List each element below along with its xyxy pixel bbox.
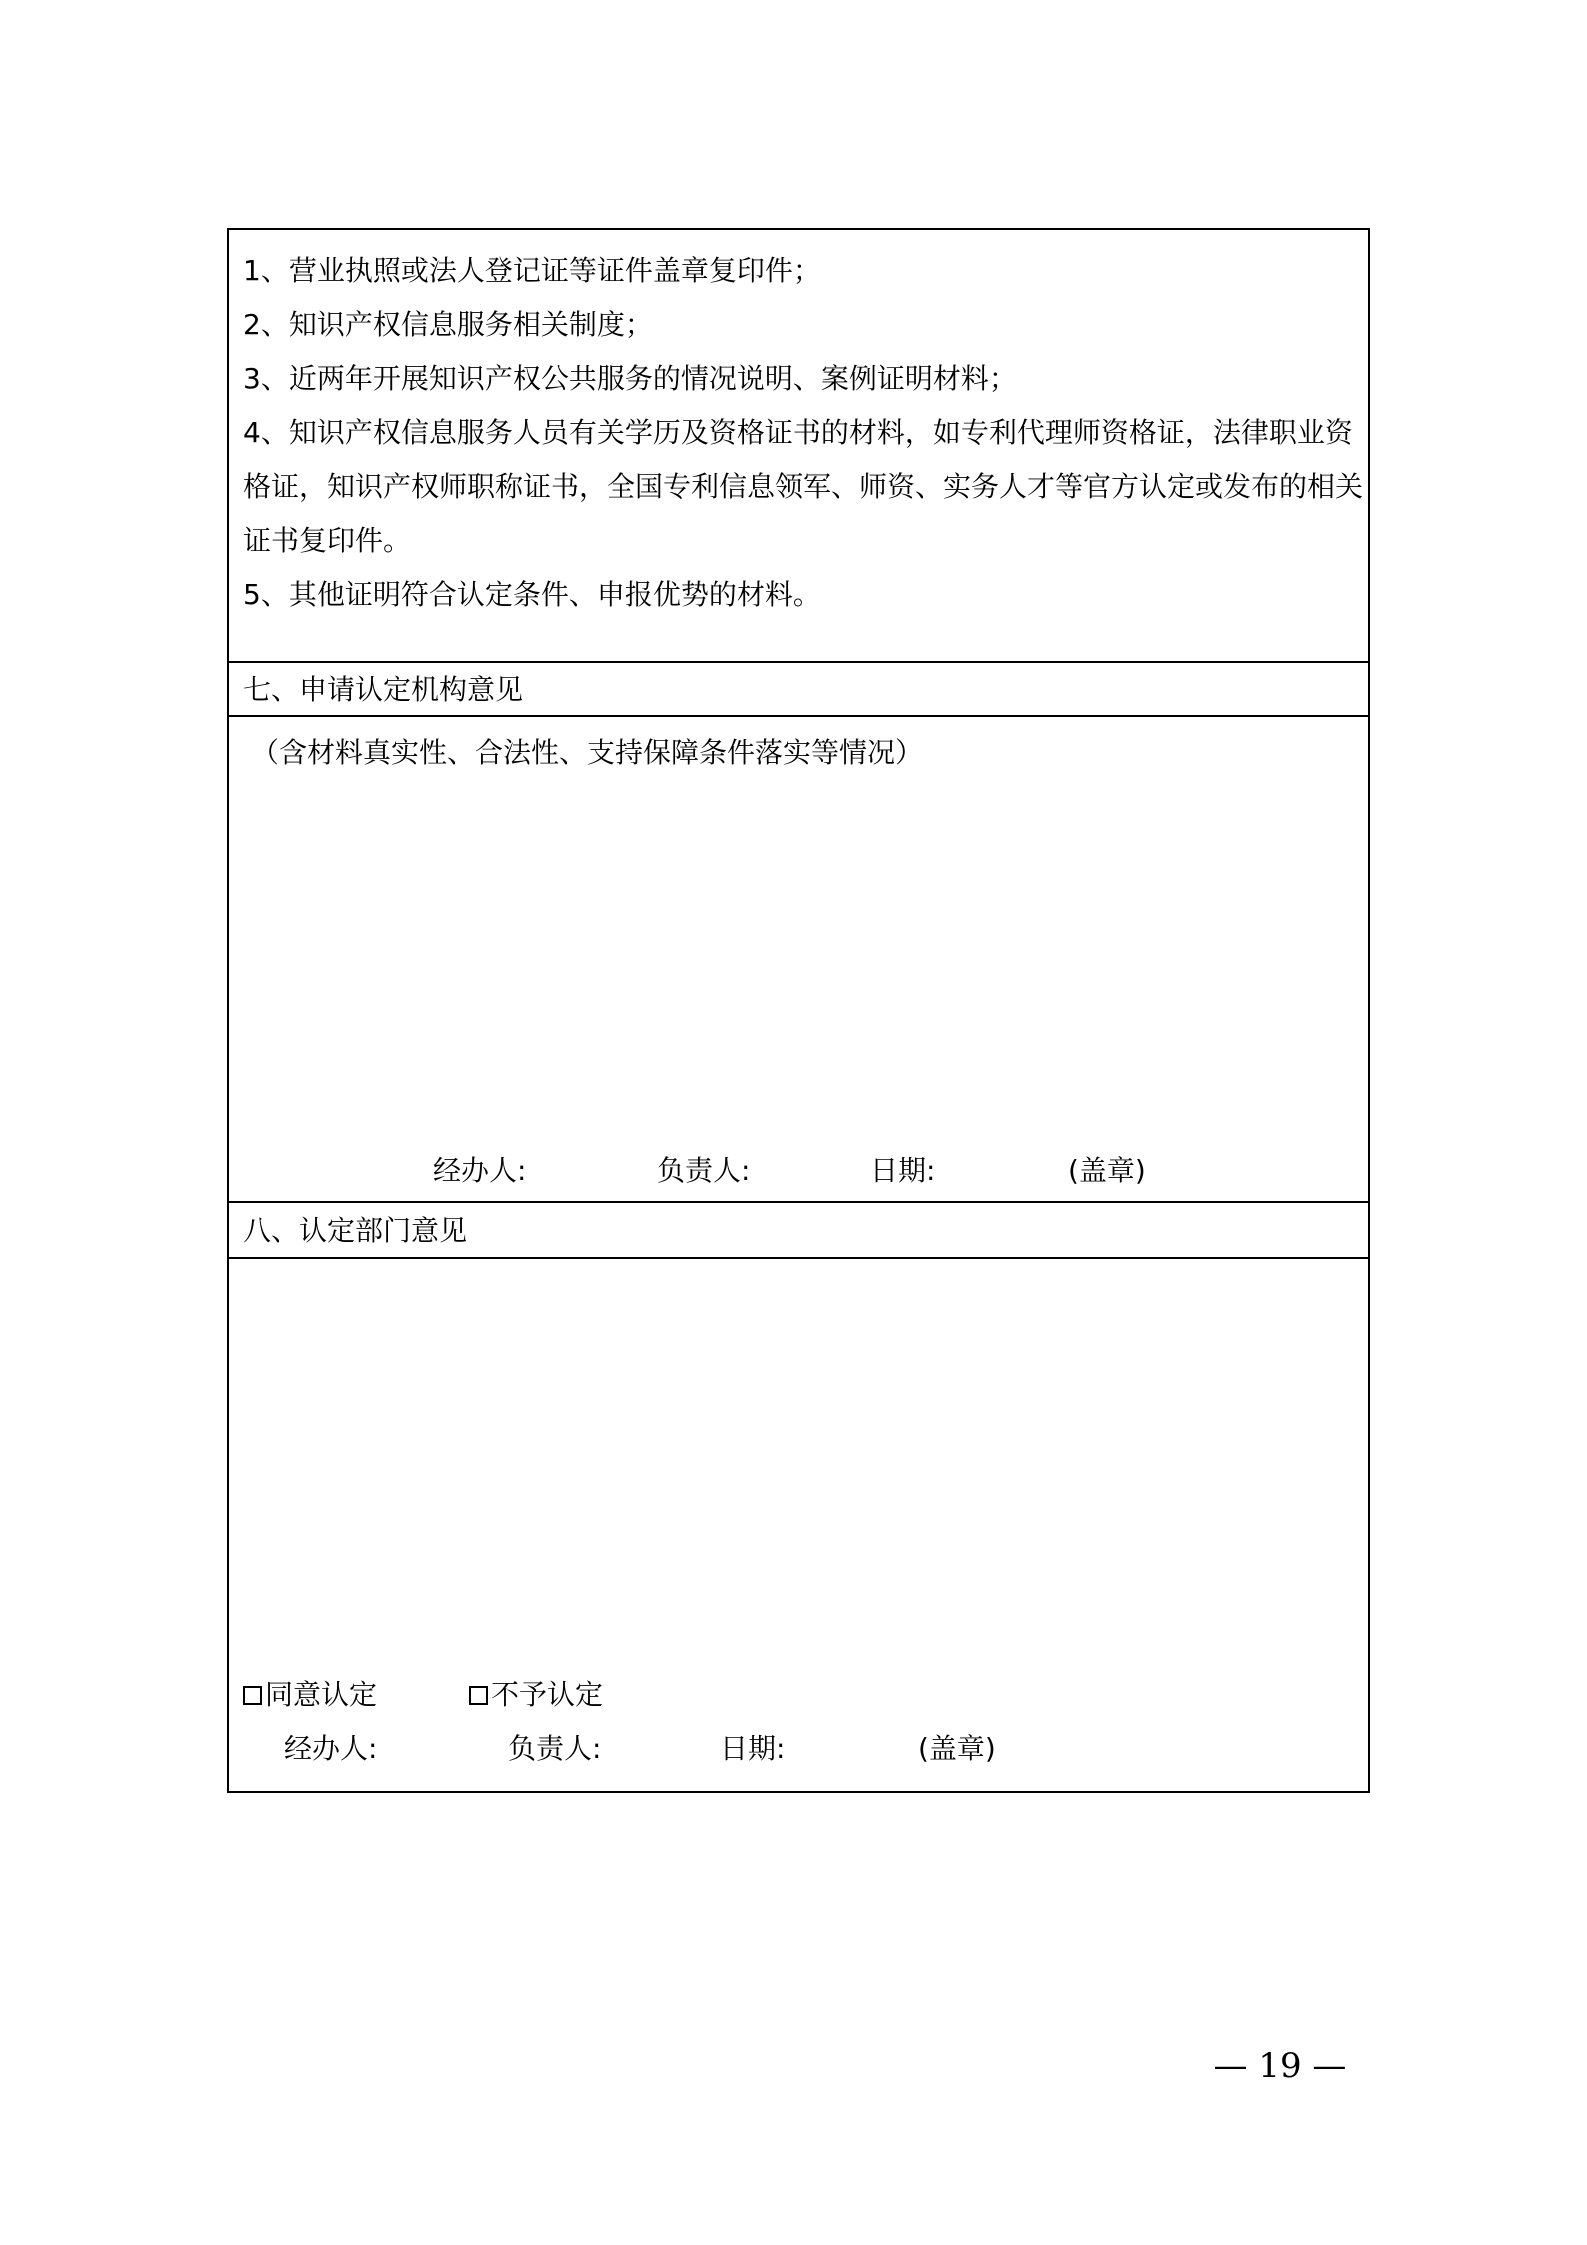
material-item-4-line-1: 4、知识产权信息服务人员有关学历及资格证书的材料，如专利代理师资格证，法律职业资 [243, 416, 1353, 449]
page-number: — 19 — [1213, 2046, 1347, 2086]
section8-date-label: 日期: [720, 1732, 786, 1765]
section8-seal-label: (盖章) [918, 1732, 996, 1765]
section8-opinion-box[interactable] [229, 1259, 1368, 1795]
section7-seal-label: (盖章) [1068, 1154, 1146, 1187]
material-item-4 [243, 406, 1364, 568]
application-form-table [227, 228, 1370, 1793]
section7-opinion-box[interactable] [229, 717, 1368, 1203]
material-item-1: 1、营业执照或法人登记证等证件盖章复印件； [243, 254, 821, 287]
reject-label: 不予认定 [491, 1678, 604, 1711]
agree-label: 同意认定 [265, 1678, 378, 1711]
section7-title: 七、申请认定机构意见 [229, 663, 1368, 717]
material-item-3: 3、近两年开展知识产权公共服务的情况说明、案例证明材料； [243, 362, 1017, 395]
material-item-4-line-3: 证书复印件。 [243, 524, 412, 557]
section7-date-label: 日期: [870, 1154, 936, 1187]
section7-handler-label: 经办人: [433, 1154, 527, 1187]
agree-checkbox[interactable] [243, 1686, 262, 1705]
agree-option[interactable] [243, 1675, 377, 1715]
materials-list [229, 230, 1368, 663]
section7-note: （含材料真实性、合法性、支持保障条件落实等情况） [251, 736, 924, 769]
material-item-2: 2、知识产权信息服务相关制度； [243, 308, 653, 341]
reject-option[interactable] [469, 1675, 603, 1715]
reject-checkbox[interactable] [469, 1686, 488, 1705]
section8-responsible-label: 负责人: [508, 1732, 602, 1765]
section8-handler-label: 经办人: [284, 1732, 378, 1765]
section7-responsible-label: 负责人: [657, 1154, 751, 1187]
material-item-4-line-2: 格证，知识产权师职称证书，全国专利信息领军、师资、实务人才等官方认定或发布的相关 [243, 470, 1364, 503]
material-item-5: 5、其他证明符合认定条件、申报优势的材料。 [243, 578, 821, 611]
section8-title: 八、认定部门意见 [229, 1203, 1368, 1259]
